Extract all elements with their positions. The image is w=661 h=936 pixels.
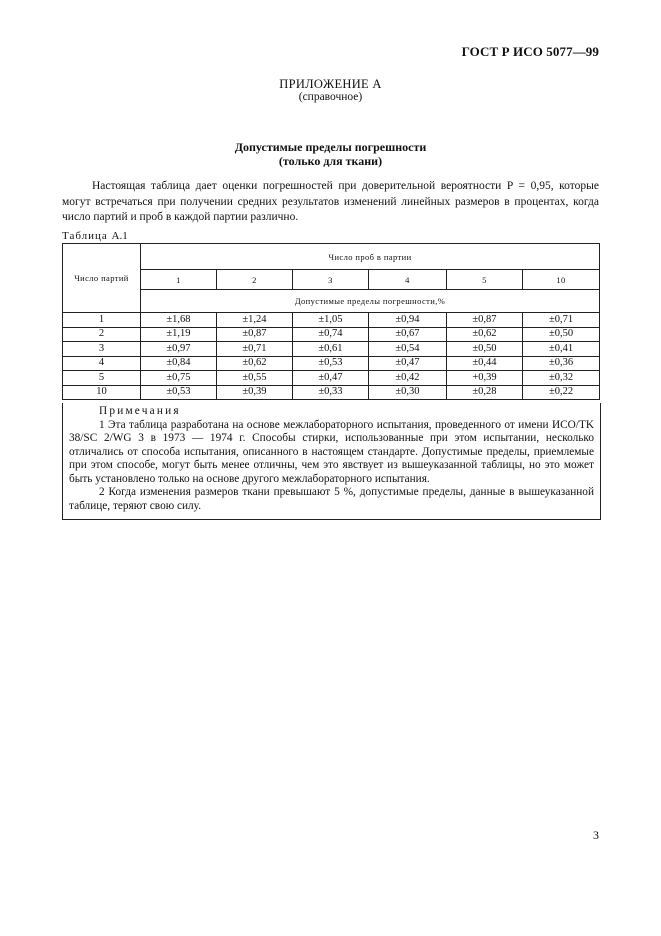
appendix-subtitle: (справочное) — [298, 91, 363, 103]
table-subheader-row — [63, 270, 600, 290]
cell-value: ±0,74 — [293, 327, 369, 342]
document-code: ГОСТ Р ИСО 5077—99 — [461, 44, 599, 59]
cell-value: ±1,68 — [141, 313, 217, 328]
section-title — [0, 140, 661, 168]
table-header-row — [63, 244, 600, 270]
cell-value: ±0,39 — [217, 385, 293, 400]
cell-value: +0,39 — [447, 371, 523, 386]
table-row — [63, 313, 600, 328]
col-header-parties: Число партий — [63, 244, 141, 313]
table-row — [63, 385, 600, 400]
intro-paragraph — [62, 179, 599, 226]
cell-value: ±0,61 — [293, 342, 369, 357]
cell-value: ±0,55 — [217, 371, 293, 386]
cell-value: ±0,50 — [447, 342, 523, 357]
cell-value: ±0,53 — [141, 385, 217, 400]
cell-parties: 1 — [63, 313, 141, 328]
col-header-samples: Число проб в партии — [141, 244, 600, 270]
cell-parties: 10 — [63, 385, 141, 400]
cell-value: ±1,24 — [217, 313, 293, 328]
cell-parties: 2 — [63, 327, 141, 342]
cell-value: ±0,62 — [447, 327, 523, 342]
cell-value: ±1,19 — [141, 327, 217, 342]
cell-value: ±0,36 — [523, 356, 600, 371]
subheader-cell: 5 — [447, 270, 523, 290]
table-caption-number: А.1 — [111, 230, 128, 242]
cell-value: ±0,53 — [293, 356, 369, 371]
cell-value: ±0,87 — [447, 313, 523, 328]
subheader-cell: 3 — [293, 270, 369, 290]
cell-value: ±0,42 — [369, 371, 447, 386]
cell-value: ±0,97 — [141, 342, 217, 357]
notes-heading: Примечания — [99, 405, 181, 417]
cell-value: ±0,67 — [369, 327, 447, 342]
cell-value: ±0,44 — [447, 356, 523, 371]
table-notes — [62, 403, 601, 520]
cell-value: ±0,47 — [293, 371, 369, 386]
cell-value: ±0,30 — [369, 385, 447, 400]
cell-parties: 3 — [63, 342, 141, 357]
cell-value: ±0,75 — [141, 371, 217, 386]
page-number: 3 — [593, 828, 599, 842]
error-limits-table — [62, 243, 600, 400]
note-item-1: 1 Эта таблица разработана на основе межлабораторного испытания, проведенного от имени ИСО/TK 38/SC 2/WG 3 в 1973 — 1974 г. Способы стирки, использованные при этом испытании, несколько отличались от способа испытания, описанного в настоящем стандарте. Допустимые пределы, приемлемые при этом способе, могут быть менее отличны, чем это явствует из вышеуказанной таблицы, но это может быть установлено только на основе другого межлабораторного испытания. — [69, 418, 594, 485]
cell-value: ±0,71 — [523, 313, 600, 328]
subheader-cell: 10 — [523, 270, 600, 290]
table-units-row — [63, 290, 600, 313]
cell-value: ±0,47 — [369, 356, 447, 371]
cell-value: ±0,28 — [447, 385, 523, 400]
cell-value: ±1,05 — [293, 313, 369, 328]
cell-parties: 5 — [63, 371, 141, 386]
cell-value: ±0,32 — [523, 371, 600, 386]
cell-value: ±0,54 — [369, 342, 447, 357]
units-cell: Допустимые пределы погрешности,% — [141, 290, 600, 313]
cell-value: ±0,94 — [369, 313, 447, 328]
table-caption-label: Таблица — [62, 230, 108, 242]
cell-parties: 4 — [63, 356, 141, 371]
cell-value: ±0,71 — [217, 342, 293, 357]
note-item-2: 2 Когда изменения размеров ткани превышают 5 %, допустимые пределы, данные в вышеуказанной таблице, теряют свою силу. — [69, 486, 594, 512]
cell-value: ±0,50 — [523, 327, 600, 342]
table-row — [63, 356, 600, 371]
table-row — [63, 371, 600, 386]
appendix-title: ПРИЛОЖЕНИЕ А — [279, 77, 382, 91]
table-caption — [62, 230, 128, 242]
table-row — [63, 327, 600, 342]
cell-value: ±0,41 — [523, 342, 600, 357]
table-row — [63, 342, 600, 357]
intro-text: Настоящая таблица дает оценки погрешностей при доверительной вероятности P = 0,95, которые могут встречаться при получении средних результатов изменений линейных размеров в процентах, когда число партий и проб в каждой партии различно. — [62, 180, 599, 223]
subheader-cell: 1 — [141, 270, 217, 290]
cell-value: ±0,62 — [217, 356, 293, 371]
cell-value: ±0,87 — [217, 327, 293, 342]
section-title-line2: (только для ткани) — [278, 154, 383, 168]
cell-value: ±0,33 — [293, 385, 369, 400]
section-title-line1: Допустимые пределы погрешности — [234, 140, 427, 154]
subheader-cell: 2 — [217, 270, 293, 290]
cell-value: ±0,84 — [141, 356, 217, 371]
cell-value: ±0,22 — [523, 385, 600, 400]
subheader-cell: 4 — [369, 270, 447, 290]
